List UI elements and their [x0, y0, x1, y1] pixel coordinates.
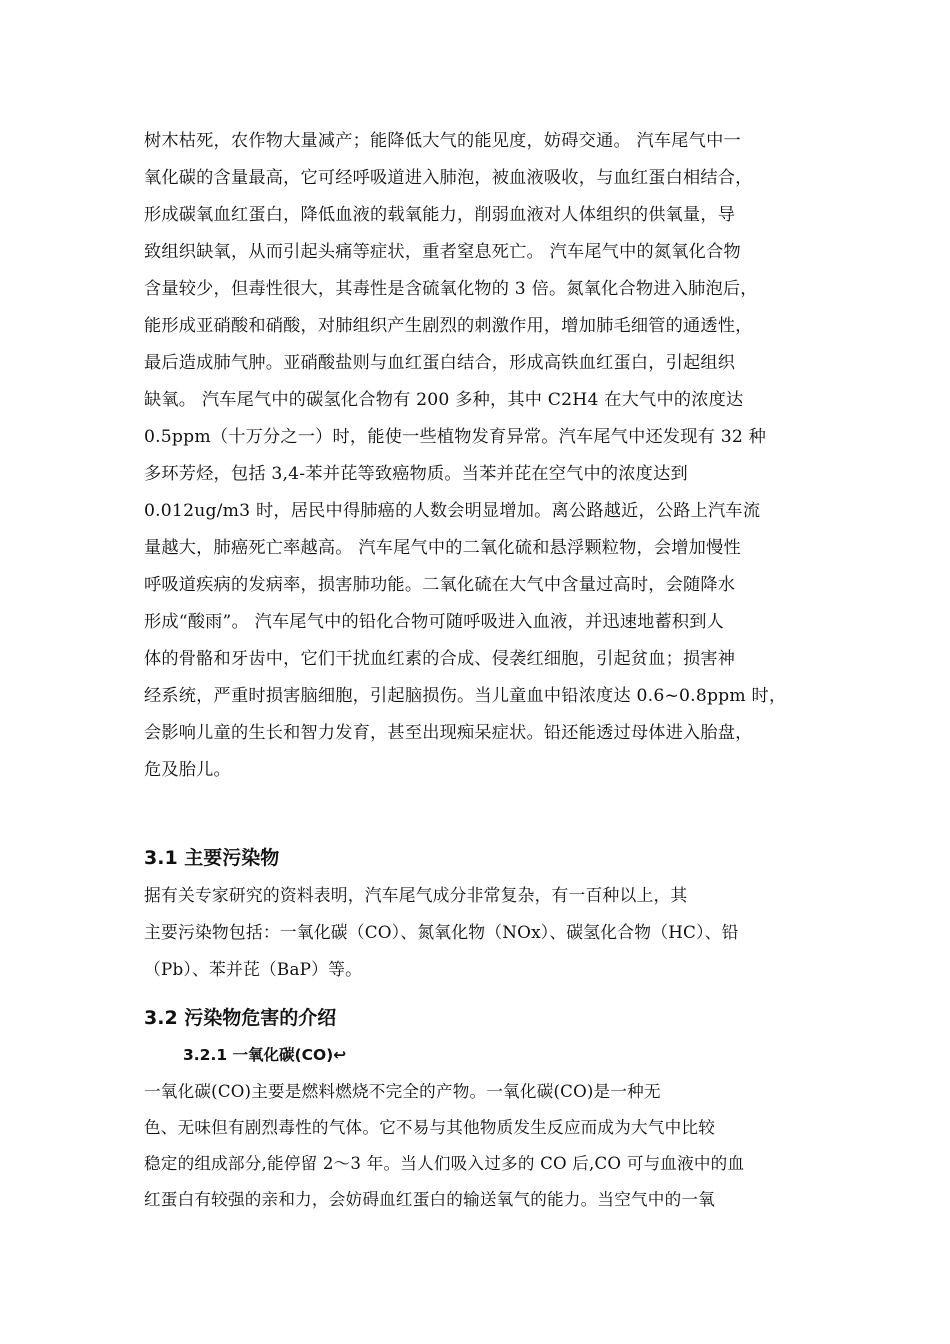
text-line: 呼吸道疾病的发病率，损害肺功能。二氧化硫在大气中含量过高时，会随降水 — [144, 575, 736, 595]
text-line: 危及胎儿。 — [144, 760, 231, 780]
text-line: 0.012ug/m3 时，居民中得肺癌的人数会明显增加。离公路越近，公路上汽车流 — [144, 501, 761, 521]
text-line: （Pb）、苯并芘（BaP）等。 — [144, 959, 363, 979]
text-line: 红蛋白有较强的亲和力，会妨碍血红蛋白的输送氧气的能力。当空气中的一氧 — [144, 1190, 715, 1209]
text-line: 0.5ppm（十万分之一）时，能使一些植物发育异常。汽车尾气中还发现有 32 种 — [144, 427, 767, 447]
text-line: 量越大，肺癌死亡率越高。 汽车尾气中的二氧化硫和悬浮颗粒物，会增加慢性 — [144, 538, 741, 558]
text-line: 形成“酸雨”。 汽车尾气中的铅化合物可随呼吸进入血液，并迅速地蓄积到人 — [144, 612, 725, 632]
text-line: 致组织缺氧，从而引起头痛等症状，重者窒息死亡。 汽车尾气中的氮氧化合物 — [144, 242, 741, 262]
text-line: 色、无味但有剧烈毒性的气体。它不易与其他物质发生反应而成为大气中比较 — [144, 1118, 715, 1137]
text-line: 一氧化碳(CO)主要是燃料燃烧不完全的产物。一氧化碳(CO)是一种无 — [144, 1082, 661, 1101]
text-line: 主要污染物包括：一氧化碳（CO）、氮氧化物（NOx）、碳氢化合物（HC）、铅 — [144, 922, 739, 942]
text-line: 稳定的组成部分,能停留 2～3 年。当人们吸入过多的 CO 后,CO 可与血液中的血 — [144, 1154, 745, 1173]
text-line: 缺氧。 汽车尾气中的碳氢化合物有 200 多种，其中 C2H4 在大气中的浓度达 — [144, 390, 744, 410]
text-line: 体的骨骼和牙齿中，它们干扰血红素的合成、侵袭红细胞，引起贫血；损害神 — [144, 649, 736, 669]
section-heading-3-1: 3.1 主要污染物 — [144, 847, 280, 869]
text-line: 会影响儿童的生长和智力发育，甚至出现痴呆症状。铅还能透过母体进入胎盘， — [144, 723, 753, 743]
text-line: 形成碳氧血红蛋白，降低血液的载氧能力，削弱血液对人体组织的供氧量，导 — [144, 205, 736, 225]
subsection-heading-3-2-1: 3.2.1 一氧化碳(CO)↩ — [183, 1046, 347, 1064]
text-line: 多环芳烃，包括 3,4-苯并芘等致癌物质。当苯并芘在空气中的浓度达到 — [144, 464, 688, 484]
text-line: 经系统，严重时损害脑细胞，引起脑损伤。当儿童血中铅浓度达 0.6~0.8ppm 时， — [144, 686, 787, 706]
text-line: 最后造成肺气肿。亚硝酸盐则与血红蛋白结合，形成高铁血红蛋白，引起组织 — [144, 353, 736, 373]
text-line: 能形成亚硝酸和硝酸，对肺组织产生剧烈的刺激作用，增加肺毛细管的通透性， — [144, 316, 753, 336]
text-line: 据有关专家研究的资料表明，汽车尾气成分非常复杂，有一百种以上，其 — [144, 885, 688, 905]
section-heading-3-2: 3.2 污染物危害的介绍 — [144, 1007, 337, 1029]
text-line: 氧化碳的含量最高，它可经呼吸道进入肺泡，被血液吸收，与血红蛋白相结合， — [144, 168, 753, 188]
text-line: 树木枯死，农作物大量减产；能降低大气的能见度，妨碍交通。 汽车尾气中一 — [144, 131, 741, 151]
text-line: 含量较少，但毒性很大，其毒性是含硫氧化物的 3 倍。氮氧化合物进入肺泡后， — [144, 279, 758, 299]
